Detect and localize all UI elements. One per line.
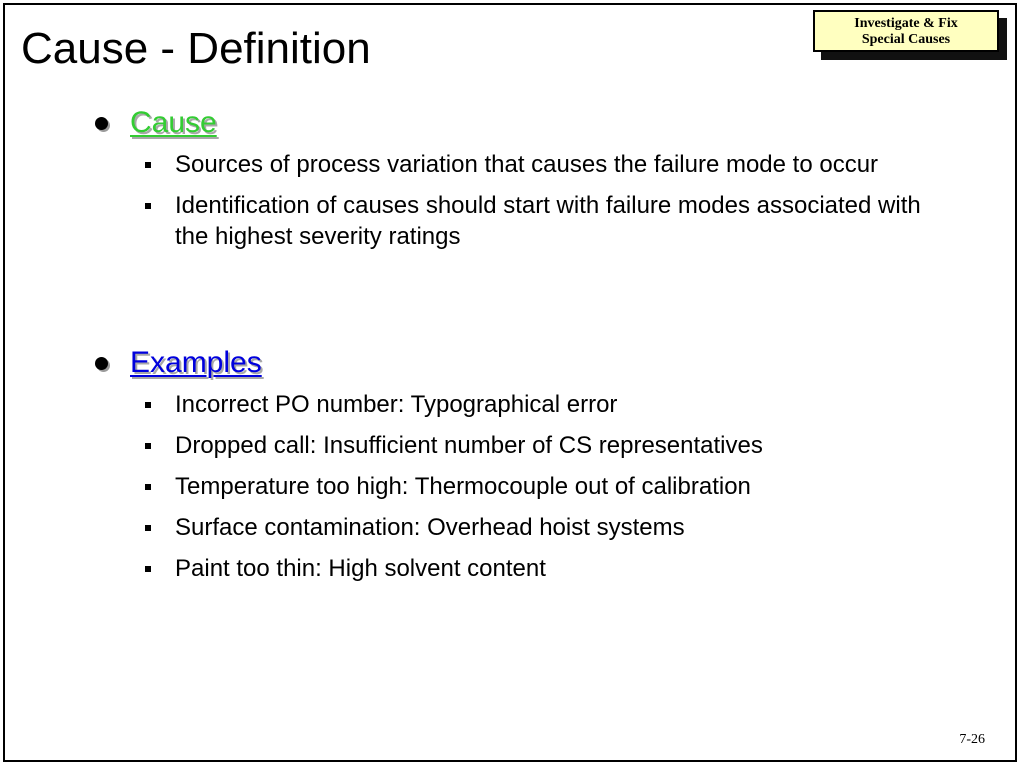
- topic-tag-box: [813, 10, 999, 52]
- examples-bullet-list: [93, 389, 953, 584]
- slide-frame: [3, 3, 1017, 762]
- list-item-text: Paint too thin: High solvent content: [175, 555, 546, 582]
- list-item: [93, 149, 953, 180]
- square-bullet-icon: [145, 566, 151, 572]
- list-item: [93, 389, 953, 420]
- section-heading: [93, 103, 953, 143]
- examples-heading-link[interactable]: Examples: [130, 346, 262, 379]
- list-item-text: Incorrect PO number: Typographical error: [175, 391, 618, 418]
- bullet-dot-icon: [95, 117, 108, 130]
- bullet-dot-icon: [95, 357, 108, 370]
- square-bullet-icon: [145, 203, 151, 209]
- topic-tag-line1: Investigate & Fix: [854, 16, 958, 31]
- list-item-text: Surface contamination: Overhead hoist systems: [175, 514, 685, 541]
- square-bullet-icon: [145, 402, 151, 408]
- list-item-text: Sources of process variation that causes the failure mode to occur: [175, 151, 879, 178]
- square-bullet-icon: [145, 162, 151, 168]
- list-item: [93, 471, 953, 502]
- square-bullet-icon: [145, 484, 151, 490]
- list-item: [93, 512, 953, 543]
- section-heading: [93, 343, 953, 383]
- list-item-text: Identification of causes should start with failure modes associated with the highest severity ratings: [175, 192, 921, 250]
- slide-title: Cause - Definition: [21, 24, 371, 73]
- list-item-text: Temperature too high: Thermocouple out of calibration: [175, 473, 751, 500]
- page-number: 7-26: [959, 732, 985, 747]
- topic-tag: [813, 10, 1009, 60]
- list-item: [93, 430, 953, 461]
- list-item: [93, 553, 953, 584]
- topic-tag-line2: Special Causes: [861, 32, 951, 47]
- square-bullet-icon: [145, 525, 151, 531]
- cause-heading-link[interactable]: Cause: [130, 106, 217, 139]
- section-cause: [93, 103, 953, 262]
- list-item-text: Dropped call: Insufficient number of CS representatives: [175, 432, 763, 459]
- section-examples: [93, 343, 953, 594]
- list-item: [93, 190, 953, 252]
- cause-bullet-list: [93, 149, 953, 252]
- square-bullet-icon: [145, 443, 151, 449]
- slide-content: [5, 5, 1015, 760]
